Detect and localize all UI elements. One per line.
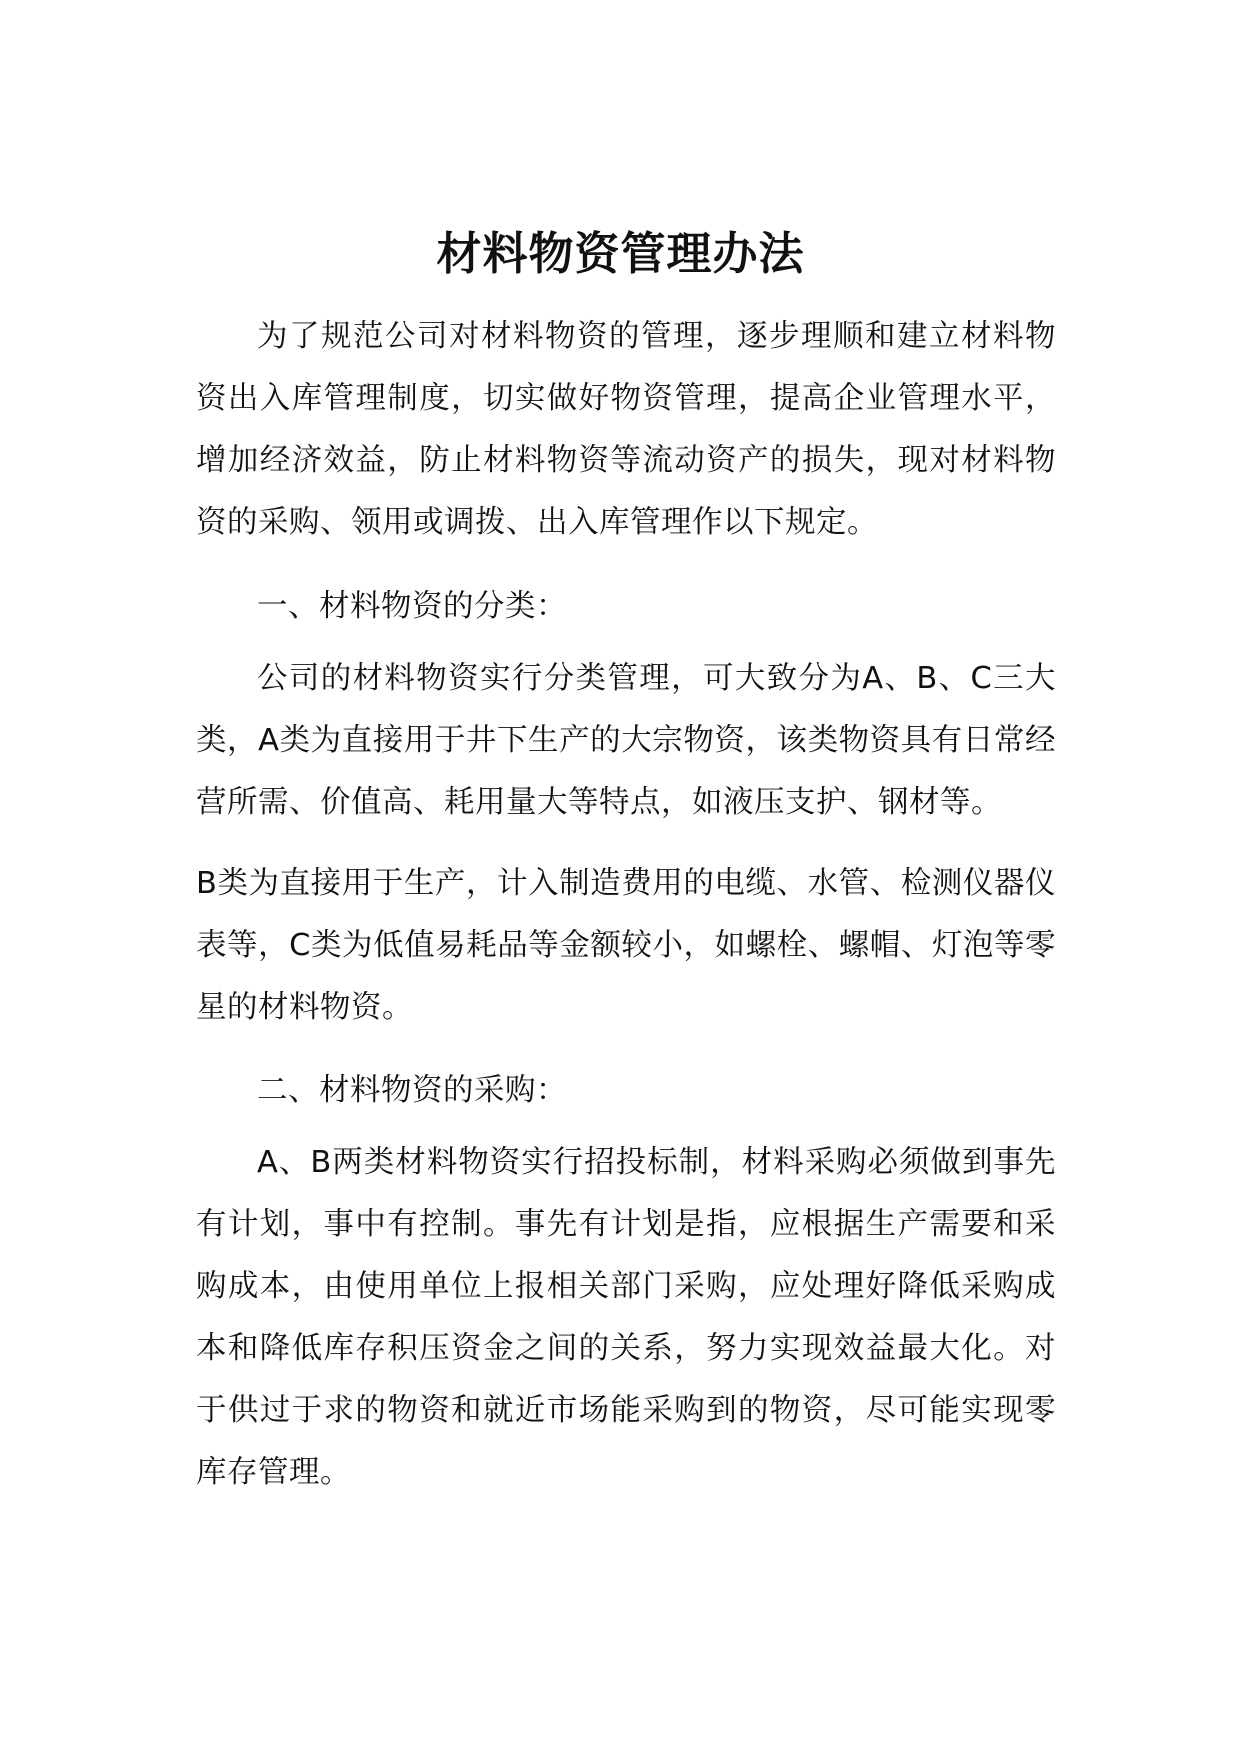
section-2-heading: 二、材料物资的采购： [257, 1073, 567, 1108]
section-1-heading: 一、材料物资的分类： [257, 589, 567, 624]
section-2-paragraph-1: A、B两类材料物资实行招投标制，材料采购必须做到事先有计划，事中有控制。事先有计划是指，应根据生产需要和采购成本，由使用单位上报相关部门采购，应处理好降低采购成本和降低库存积压资金之间的关系，努力实现效益最大化。对于供过于求的物资和就近市场能采购到的物资，尽可能实现零库存管理。 [196, 1145, 1056, 1490]
document-title: 材料物资管理办法 [436, 227, 805, 280]
intro-paragraph: 为了规范公司对材料物资的管理，逐步理顺和建立材料物资出入库管理制度，切实做好物资管理，提高企业管理水平，增加经济效益，防止材料物资等流动资产的损失，现对材料物资的采购、领用或调拨、出入库管理作以下规定。 [196, 319, 1056, 540]
section-1-paragraph-1: 公司的材料物资实行分类管理，可大致分为A、B、C三大类，A类为直接用于井下生产的大宗物资，该类物资具有日常经营所需、价值高、耗用量大等特点，如液压支护、钢材等。 [196, 661, 1056, 820]
section-1-paragraph-2: B类为直接用于生产，计入制造费用的电缆、水管、检测仪器仪表等，C类为低值易耗品等金额较小，如螺栓、螺帽、灯泡等零星的材料物资。 [196, 866, 1056, 1025]
